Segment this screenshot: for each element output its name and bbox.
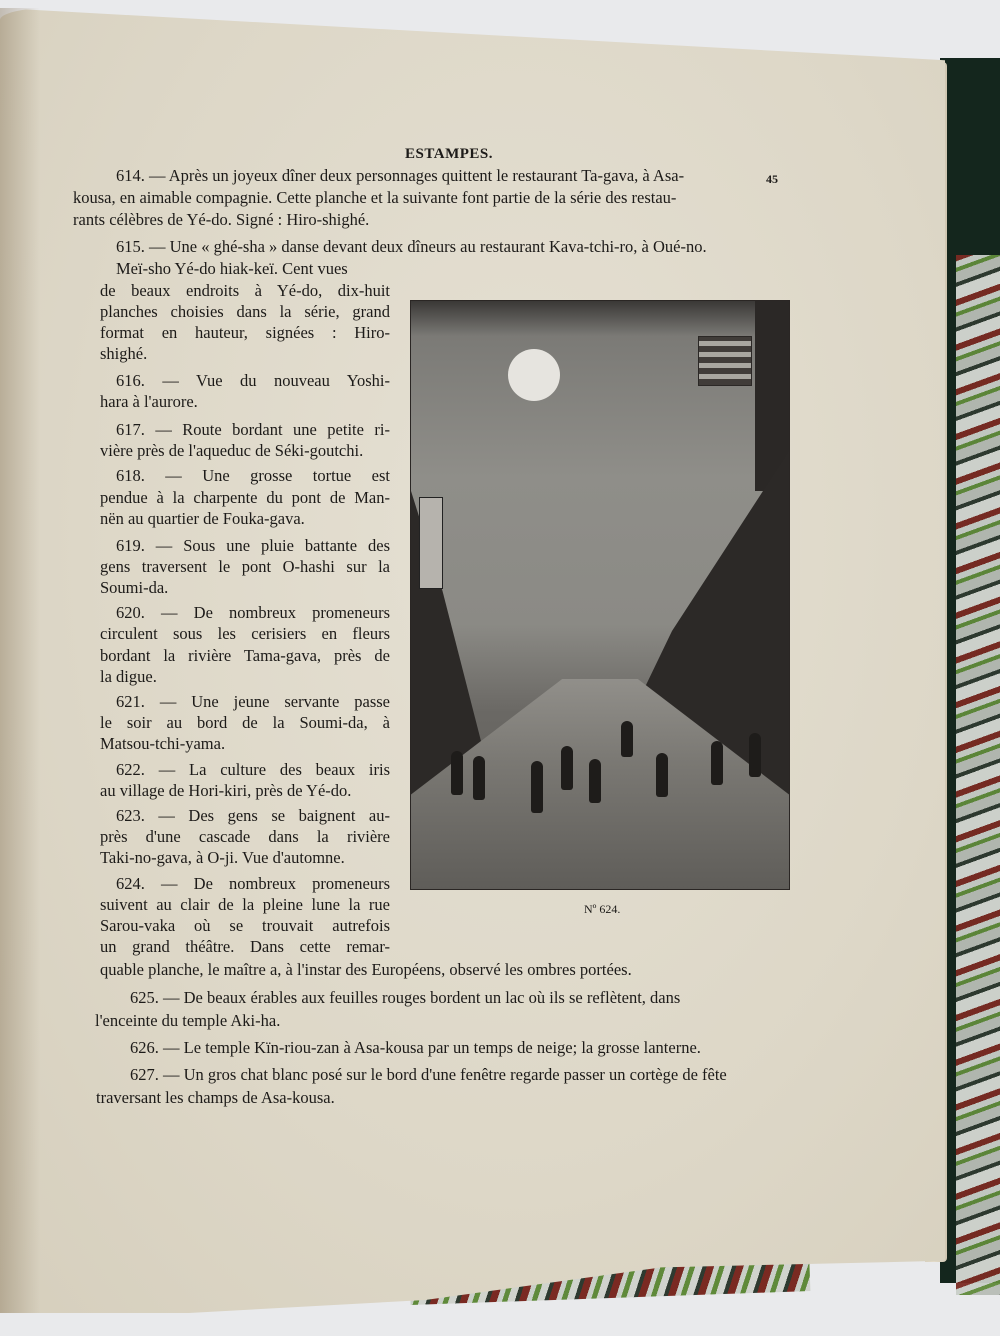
entry-618-line-1: 618. — Une grosse tortue est: [116, 466, 390, 485]
entry-627-line-1: 627. — Un gros chat blanc posé sur le bord d'une fenêtre regarde passer un cortège de fête: [130, 1065, 727, 1084]
entry-615-line-5: format en hauteur, signées : Hiro-: [100, 323, 390, 342]
entry-620-line-1: 620. — De nombreux promeneurs: [116, 603, 390, 622]
entry-623-line-1: 623. — Des gens se baignent au-: [116, 806, 390, 825]
entry-618-line-2: pendue à la charpente du pont de Man-: [100, 488, 390, 507]
entry-622-line-1: 622. — La culture des beaux iris: [116, 760, 390, 779]
entry-618-line-3: nën au quartier de Fouka-gava.: [100, 509, 305, 528]
page-number: 45: [766, 172, 778, 186]
entry-624-line-2: suivent au clair de la pleine lune la rue: [100, 895, 390, 914]
full-moon: [508, 349, 560, 401]
entry-625-line-1: 625. — De beaux érables aux feuilles rouges bordent un lac où ils se reflètent, dans: [130, 988, 681, 1007]
entry-626-line-1: 626. — Le temple Kïn-riou-zan à Asa-kousa par un temps de neige; la grosse lanterne.: [130, 1038, 701, 1057]
entry-622-line-2: au village de Hori-kiri, près de Yé-do.: [100, 781, 352, 800]
entry-624-line-5: quable planche, le maître a, à l'instar des Européens, observé les ombres portées.: [100, 960, 632, 979]
entry-615-line-4: planches choisies dans la série, grand: [100, 302, 390, 321]
entry-615-line-3: de beaux endroits à Yé-do, dix-huit: [100, 281, 390, 300]
page-gutter-shadow: [0, 8, 40, 1313]
promenader-figure: [561, 746, 573, 790]
promenader-figure: [531, 761, 543, 813]
vertical-shop-sign: [419, 497, 443, 589]
entry-621-line-1: 621. — Une jeune servante passe: [116, 692, 390, 711]
promenader-figure: [589, 759, 601, 803]
entry-614-line-1: 614. — Après un joyeux dîner deux personnages quittent le restaurant Ta-gava, à Asa-: [116, 166, 685, 185]
entry-624-line-1: 624. — De nombreux promeneurs: [116, 874, 390, 893]
hanging-sign: [698, 336, 752, 386]
entry-623-line-2: près d'une cascade dans la rivière: [100, 827, 390, 846]
promenader-figure: [711, 741, 723, 785]
marbled-endpaper: [956, 255, 1000, 1295]
entry-619-line-3: Soumi-da.: [100, 578, 169, 597]
entry-623-line-3: Taki-no-gava, à O-ji. Vue d'automne.: [100, 848, 345, 867]
entry-624-line-3: Sarou-vaka où se trouvait autrefois: [100, 916, 390, 935]
entry-620-line-3: bordant la rivière Tama-gava, près de: [100, 646, 390, 665]
promenader-figure: [621, 721, 633, 757]
entry-614-line-2: kousa, en aimable compagnie. Cette planche et la suivante font partie de la série des restau-: [73, 188, 677, 207]
entry-616-line-2: hara à l'aurore.: [100, 392, 198, 411]
running-head: ESTAMPES.: [405, 146, 493, 162]
entry-621-line-3: Matsou-tchi-yama.: [100, 734, 226, 753]
entry-625-line-2: l'enceinte du temple Aki-ha.: [95, 1011, 281, 1030]
entry-617-line-2: vière près de l'aqueduc de Séki-goutchi.: [100, 441, 364, 460]
entry-627-line-2: traversant les champs de Asa-kousa.: [96, 1088, 335, 1107]
entry-624-line-4: un grand théâtre. Dans cette remar-: [100, 937, 390, 956]
entry-614-line-3: rants célèbres de Yé-do. Signé : Hiro-shighé.: [73, 210, 370, 229]
entry-619-line-1: 619. — Sous une pluie battante des: [116, 536, 390, 555]
promenader-figure: [473, 756, 485, 800]
entry-616-line-1: 616. — Vue du nouveau Yoshi-: [116, 371, 390, 390]
entry-615-line-6: shighé.: [100, 344, 148, 363]
entry-619-line-2: gens traversent le pont O-hashi sur la: [100, 557, 390, 576]
entry-620-line-4: la digue.: [100, 667, 157, 686]
promenader-figure: [451, 751, 463, 795]
entry-617-line-1: 617. — Route bordant une petite ri-: [116, 420, 390, 439]
plate-caption: Nº 624.: [584, 902, 621, 916]
promenader-figure: [749, 733, 761, 777]
entry-620-line-2: circulent sous les cerisiers en fleurs: [100, 624, 390, 643]
entry-615-line-1: 615. — Une « ghé-sha » danse devant deux dîneurs au restaurant Kava-tchi-ro, à Oué-no.: [116, 237, 707, 256]
entry-621-line-2: le soir au bord de la Soumi-da, à: [100, 713, 390, 732]
plate-illustration: [410, 300, 790, 890]
entry-615-line-2: Meï-sho Yé-do hiak-keï. Cent vues: [116, 259, 348, 278]
promenader-figure: [656, 753, 668, 797]
